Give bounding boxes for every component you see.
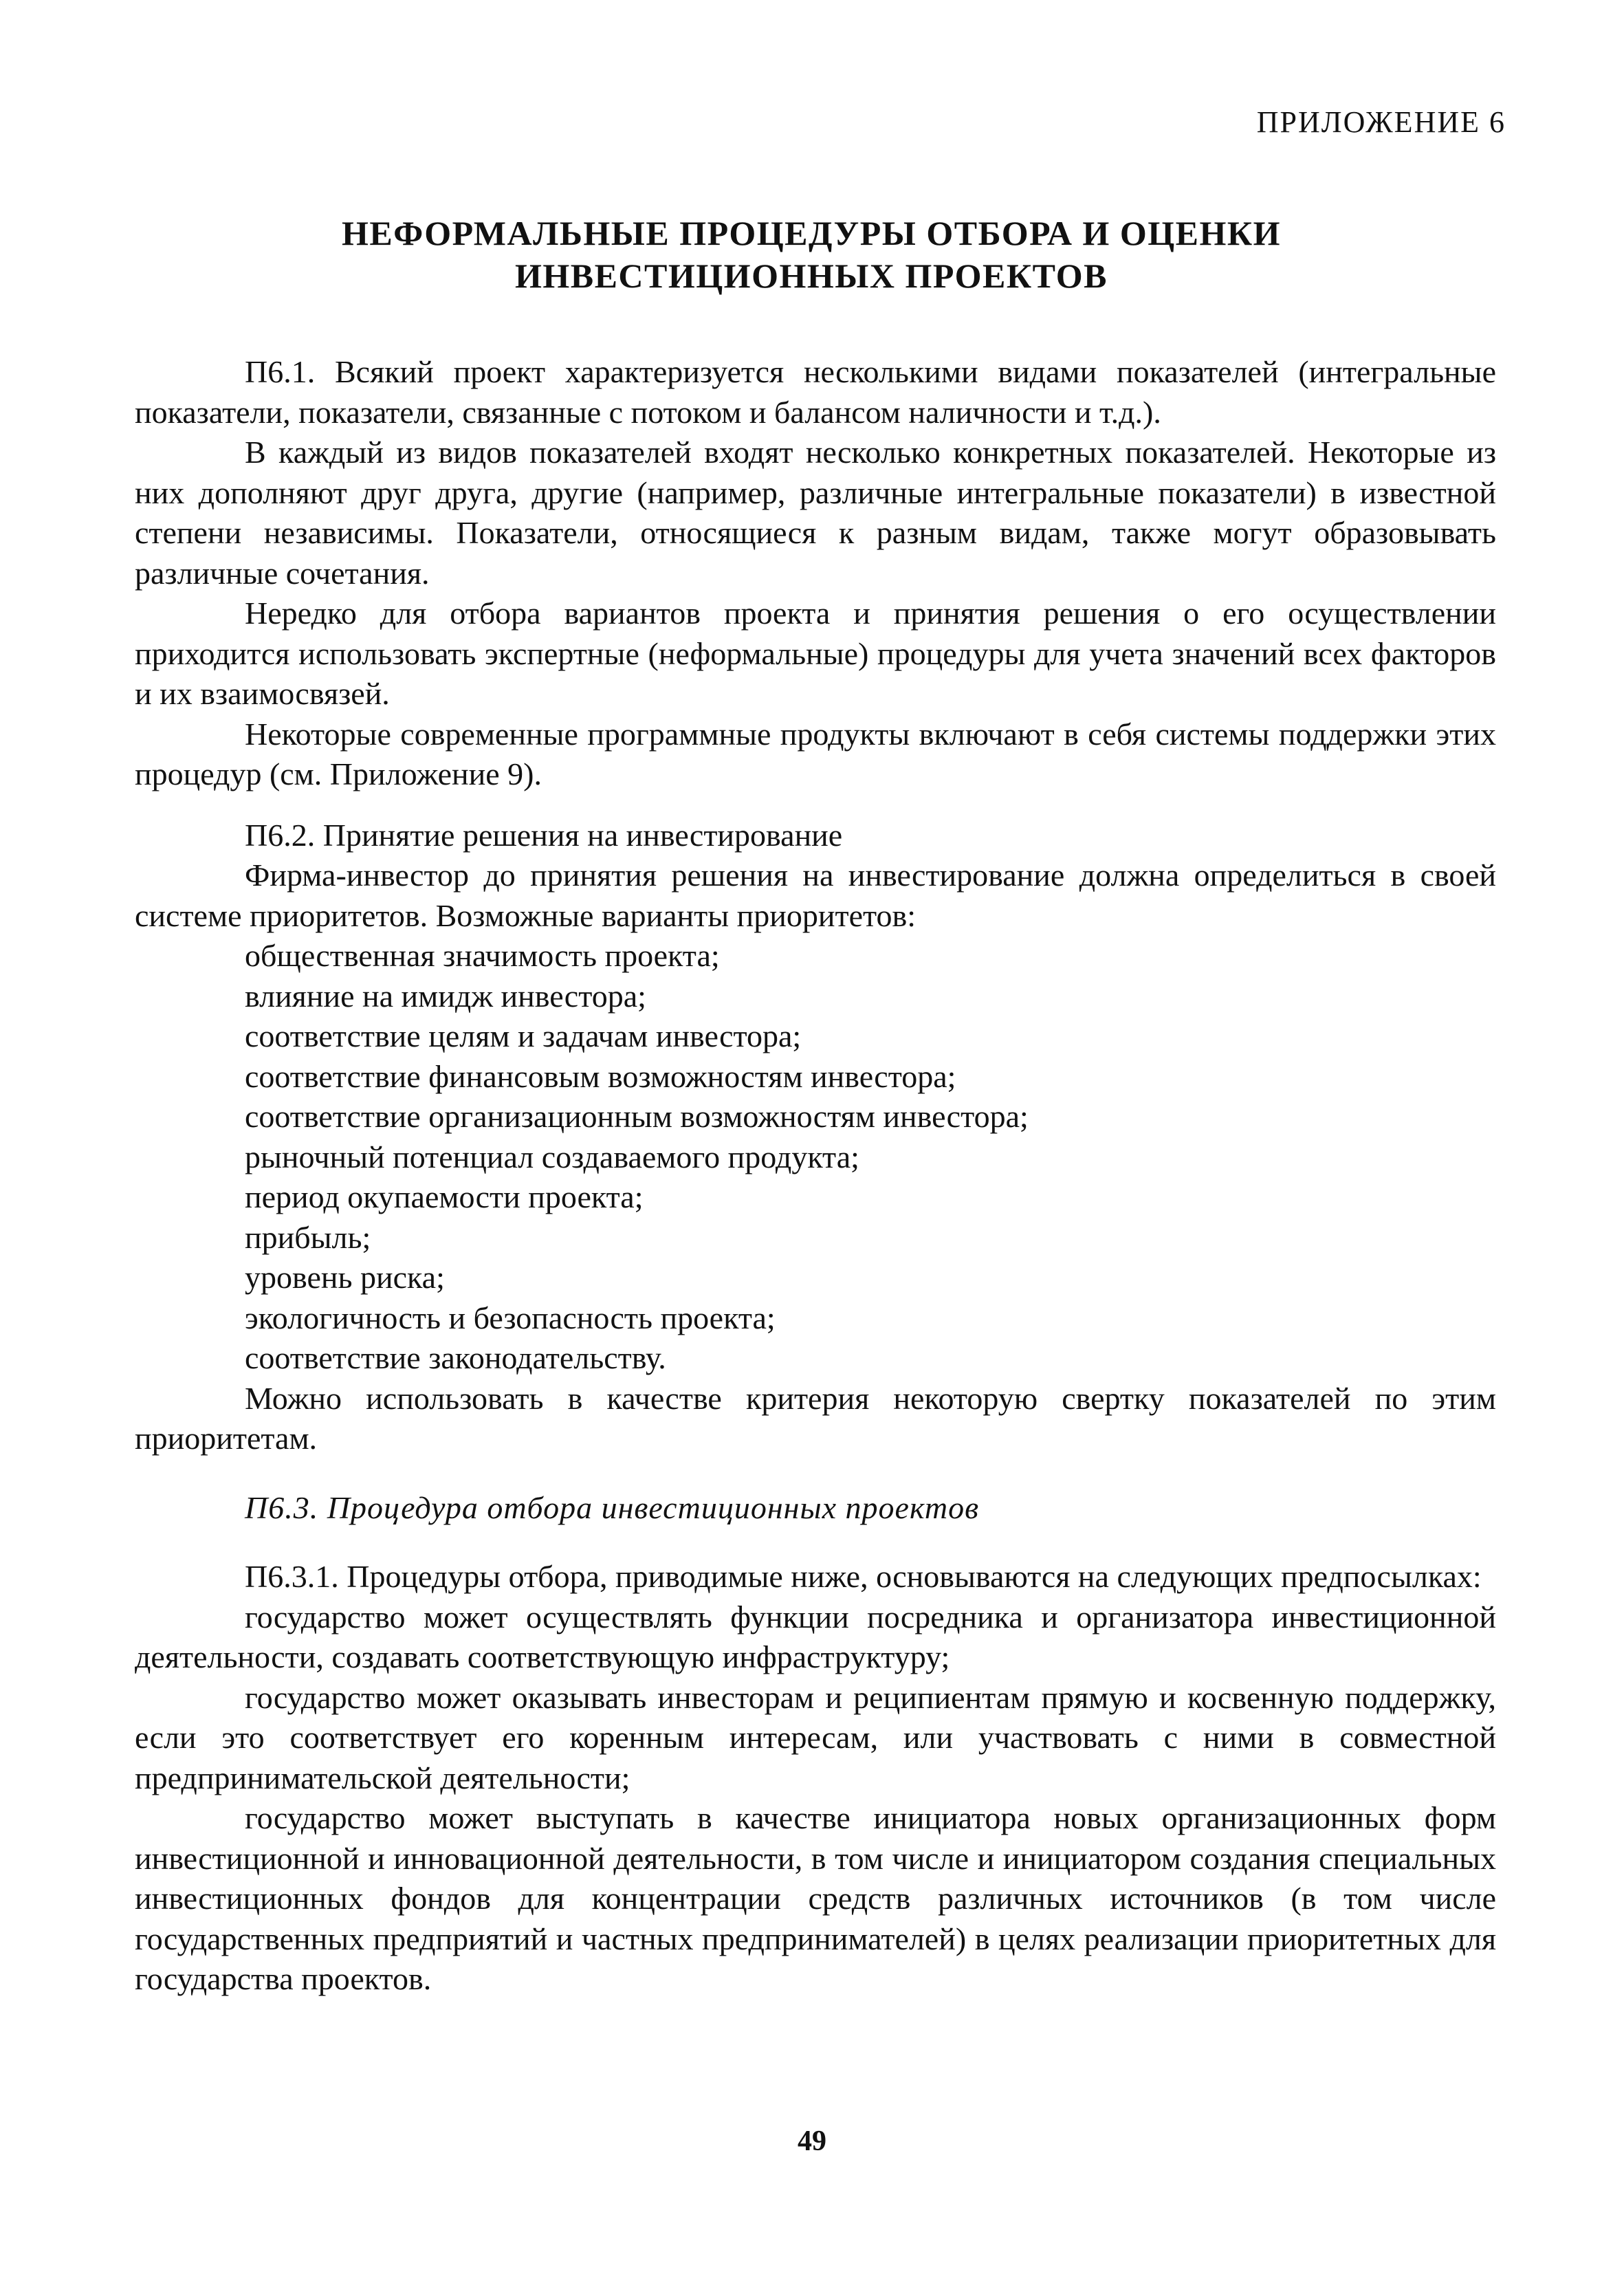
premise-paragraph: государство может выступать в качестве инициатора новых организационных форм инвестиционной и инновационной деятельности, в том числе и инициатором создания специальных инвестиционных фондов для концентрации средств различных источников (в том числе государственных предприятий и частных предпринимателей) в целях реализации приоритетных для государства проектов. — [135, 1800, 1496, 1996]
paragraph-p6-1: П6.1. Всякий проект характеризуется несколькими видами показателей (интегральные показатели, показатели, связанные с потоком и балансом наличности и т.д.). — [135, 354, 1496, 430]
list-item: общественная значимость проекта; — [245, 938, 720, 973]
title-line-1: НЕФОРМАЛЬНЫЕ ПРОЦЕДУРЫ ОТБОРА И ОЦЕНКИ — [341, 214, 1281, 252]
premise-paragraph: государство может оказывать инвесторам и реципиентам прямую и косвенную поддержку, если это соответствует его коренным интересам, или участвовать с ними в совместной предпринимательской деятельности; — [135, 1679, 1496, 1795]
section-heading-p6-2: П6.2. Принятие решения на инвестирование — [245, 817, 843, 853]
list-item: уровень риска; — [245, 1260, 445, 1295]
list-item: соответствие целям и задачам инвестора; — [245, 1018, 802, 1053]
paragraph-p6-1-b: В каждый из видов показателей входят несколько конкретных показателей. Некоторые из них дополняют друг друга, другие (например, различные интегральные показатели) в известной степени независимы. Показатели, относящиеся к разным видам, также могут образовывать различные сочетания. — [135, 435, 1496, 591]
list-item: соответствие организационным возможностям инвестора; — [245, 1099, 1029, 1134]
appendix-label: ПРИЛОЖЕНИЕ 6 — [1256, 105, 1506, 139]
premise-paragraph: государство может осуществлять функции посредника и организатора инвестиционной деятельности, создавать соответствующую инфраструктуру; — [135, 1599, 1496, 1674]
paragraph-p6-1-d: Некоторые современные программные продукты включают в себя системы поддержки этих процедур (см. Приложение 9). — [135, 716, 1496, 791]
section-heading-p6-3: П6.3. Процедура отбора инвестиционных проектов — [245, 1489, 980, 1525]
list-item: влияние на имидж инвестора; — [245, 978, 646, 1014]
priorities-list — [135, 936, 1496, 1379]
paragraph-p6-2-outro: Можно использовать в качестве критерия некоторую свертку показателей по этим приоритетам. — [135, 1380, 1496, 1456]
list-item: прибыль; — [245, 1219, 371, 1255]
paragraph-p6-2-intro: Фирма-инвестор до принятия решения на инвестирование должна определиться в своей системе приоритетов. Возможные варианты приоритетов: — [135, 857, 1496, 933]
page-number: 49 — [798, 2125, 826, 2157]
list-item: период окупаемости проекта; — [245, 1179, 644, 1214]
paragraph-p6-3-1: П6.3.1. Процедуры отбора, приводимые ниже, основываются на следующих предпосылках: — [245, 1559, 1482, 1594]
list-item: соответствие финансовым возможностям инвестора; — [245, 1058, 956, 1094]
title-line-2: ИНВЕСТИЦИОННЫХ ПРОЕКТОВ — [514, 256, 1108, 295]
document-body — [135, 352, 1496, 2000]
list-item: рыночный потенциал создаваемого продукта; — [245, 1139, 859, 1174]
paragraph-p6-1-c: Нередко для отбора вариантов проекта и принятия решения о его осуществлении приходится использовать экспертные (неформальные) процедуры для учета значений всех факторов и их взаимосвязей. — [135, 595, 1496, 711]
list-item: соответствие законодательству. — [245, 1340, 666, 1375]
page-title — [179, 212, 1444, 297]
list-item: экологичность и безопасность проекта; — [245, 1300, 776, 1335]
